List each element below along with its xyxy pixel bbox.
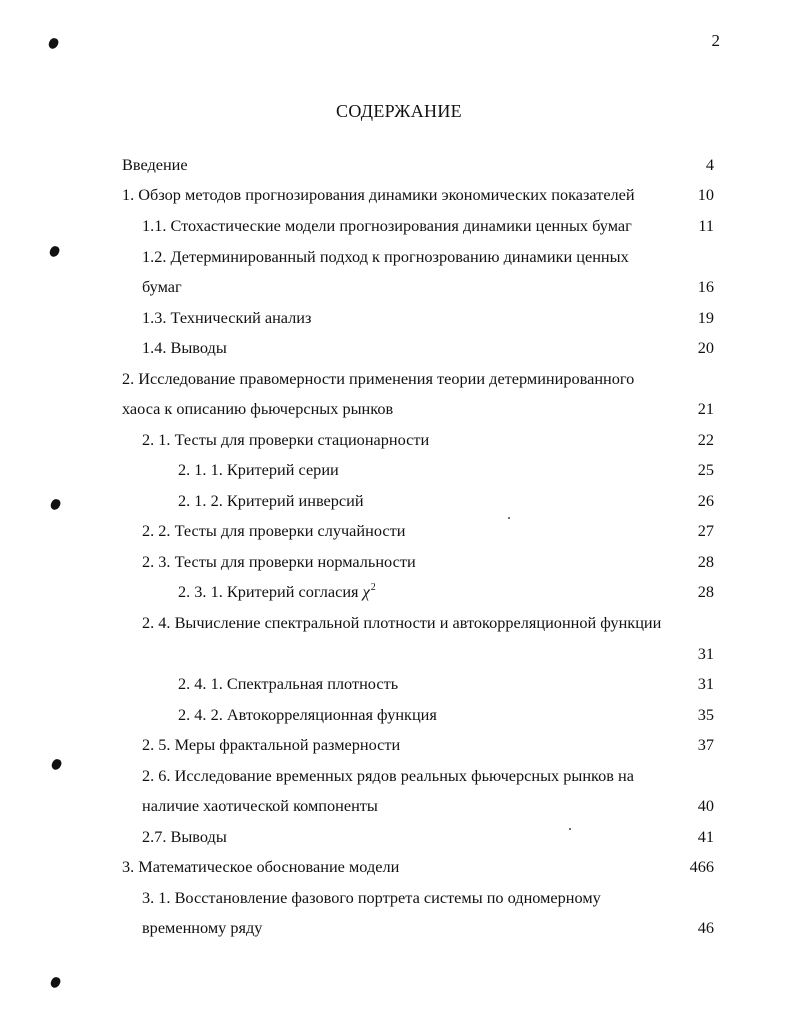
toc-entry-text: 2. 4. Вычисление спектральной плотности и автокорреляционной функции <box>142 613 662 632</box>
toc-entry <box>0 822 798 852</box>
toc-entry-page: 25 <box>697 460 714 479</box>
toc-entry-page: 21 <box>697 399 714 418</box>
toc-entry-page: 40 <box>697 796 714 815</box>
toc-entry-text: 1.1. Стохастические модели прогнозирования динамики ценных бумаг <box>142 216 632 235</box>
toc-entry-text: 2. 4. 2. Автокорреляционная функция <box>178 705 437 724</box>
toc-entry-text: 2. 4. 1. Спектральная плотность <box>178 674 399 693</box>
toc-entry <box>0 608 798 638</box>
toc-entry <box>0 303 798 333</box>
toc-entry-text: 2. 1. 1. Критерий серии <box>178 460 339 479</box>
toc-entry-text: 3. Математическое обоснование модели <box>122 857 400 876</box>
toc-entry-text: 2.7. Выводы <box>142 827 227 846</box>
toc-entry-continuation <box>0 272 798 302</box>
toc-entry-page: 35 <box>697 705 714 724</box>
toc-entry <box>0 730 798 760</box>
toc-entry <box>0 211 798 241</box>
toc-entry-page: 19 <box>697 308 714 327</box>
toc-entry-text: 2. 1. 2. Критерий инверсий <box>178 491 364 510</box>
toc-entry-text: 2. 3. Тесты для проверки нормальности <box>142 552 416 571</box>
toc-entry-page: 28 <box>697 582 714 601</box>
toc-entry-page: 37 <box>697 735 714 754</box>
toc-entry-page: 46 <box>697 918 714 937</box>
toc-entry <box>0 669 798 699</box>
toc-entry-page: 41 <box>697 827 714 846</box>
toc-entry-text: 2. 1. Тесты для проверки стационарности <box>142 430 430 449</box>
toc-entry-continuation <box>0 639 798 669</box>
toc-entry <box>0 883 798 913</box>
scan-speck <box>569 828 571 830</box>
toc-entry-page: 11 <box>698 216 714 235</box>
toc-entry <box>0 577 798 607</box>
toc-entry-page: 28 <box>697 552 714 571</box>
toc-entry-page: 26 <box>697 491 714 510</box>
toc-entry-text: 1.3. Технический анализ <box>142 308 312 327</box>
toc-entry <box>0 486 798 516</box>
toc-entry-page: 16 <box>697 277 714 296</box>
toc-entry-text: 2. 6. Исследование временных рядов реальных фьючерсных рынков на <box>142 766 634 785</box>
toc-entry <box>0 455 798 485</box>
toc-entry-text: 1.4. Выводы <box>142 338 227 357</box>
toc-entry <box>0 852 798 882</box>
toc-entry-continuation <box>0 913 798 943</box>
toc-entry <box>0 180 798 210</box>
toc-entry-text <box>178 577 375 610</box>
scan-hole-mark <box>47 37 59 50</box>
toc-entry <box>0 242 798 272</box>
page-number: 2 <box>711 31 720 50</box>
toc-entry-text: 1. Обзор методов прогнозирования динамики экономических показателей <box>122 185 635 204</box>
toc-entry <box>0 516 798 546</box>
toc-entry-text: бумаг <box>142 277 182 296</box>
toc-entry <box>0 150 798 180</box>
toc-entry-page: 31 <box>697 674 714 693</box>
toc-entry <box>0 333 798 363</box>
toc-entry-text: 2. Исследование правомерности применения теории детерминированного <box>122 369 635 388</box>
chi-superscript: 2 <box>370 582 376 593</box>
scan-hole-mark <box>49 976 61 989</box>
toc-entry-text: 3. 1. Восстановление фазового портрета системы по одномерному <box>142 888 601 907</box>
toc-entry-text: 2. 2. Тесты для проверки случайности <box>142 521 406 540</box>
toc-entry <box>0 425 798 455</box>
toc-entry-text: наличие хаотической компоненты <box>142 796 378 815</box>
toc-entry-page: 466 <box>689 857 714 876</box>
toc-entry-text: хаоса к описанию фьючерсных рынков <box>122 399 394 418</box>
toc-entry <box>0 700 798 730</box>
toc-entry-text-main: 2. 3. 1. Критерий согласия <box>178 582 363 601</box>
toc-entry-page: 27 <box>697 521 714 540</box>
toc-entry-text: 2. 5. Меры фрактальной размерности <box>142 735 401 754</box>
page-title: СОДЕРЖАНИЕ <box>336 101 462 121</box>
toc-entry <box>0 761 798 791</box>
toc-entry-page: 20 <box>697 338 714 357</box>
scan-speck <box>508 517 510 519</box>
toc-entry-page: 10 <box>697 185 714 204</box>
toc-entry-page: 22 <box>697 430 714 449</box>
toc-entry-text: временному ряду <box>142 918 263 937</box>
toc-entry-page: 4 <box>705 155 714 174</box>
toc-entry-text: 1.2. Детерминированный подход к прогнозрованию динамики ценных <box>142 247 629 266</box>
toc-entry <box>0 364 798 394</box>
chi-symbol: χ <box>362 582 370 601</box>
toc-entry-page: 31 <box>697 644 714 663</box>
toc-entry-text: Введение <box>122 155 188 174</box>
toc-entry-continuation <box>0 791 798 821</box>
toc-entry-continuation <box>0 394 798 424</box>
toc-entry <box>0 547 798 577</box>
